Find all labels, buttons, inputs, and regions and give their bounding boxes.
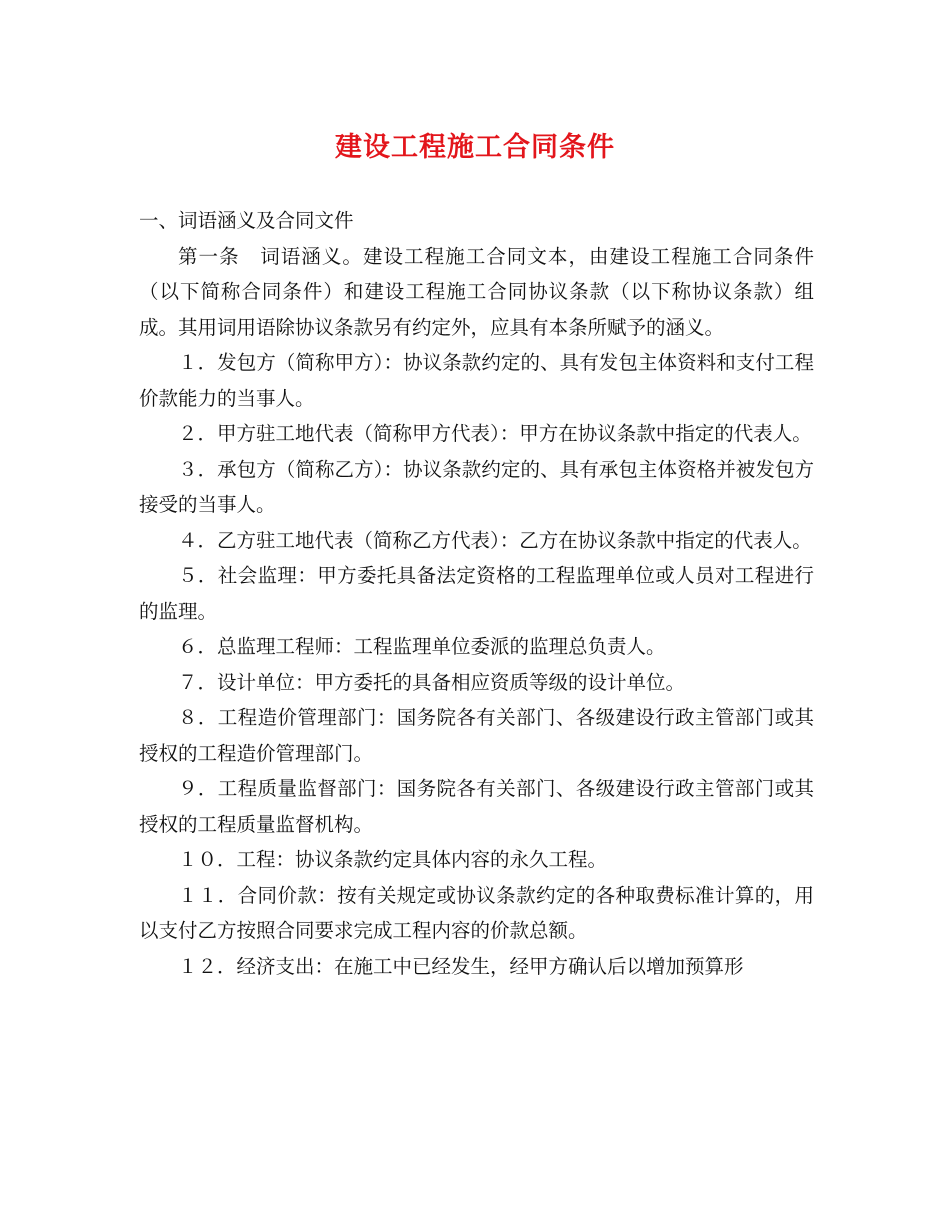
- definition-item-10: １０．工程：协议条款约定具体内容的永久工程。: [178, 848, 608, 871]
- definition-item-2: ２．甲方驻工地代表（简称甲方代表）：甲方在协议条款中指定的代表人。: [178, 422, 812, 445]
- definition-item-12: １２．经济支出：在施工中已经发生，经甲方确认后以增加预算形: [178, 954, 744, 978]
- definition-item-7: ７．设计单位：甲方委托的具备相应资质等级的设计单位。: [178, 670, 686, 694]
- definition-item-9: ９．工程质量监督部门：国务院各有关部门、各级建设行政主管部门或其授权的工程质量监督机构。: [139, 777, 814, 836]
- definition-item-8: ８．工程造价管理部门：国务院各有关部门、各级建设行政主管部门或其授权的工程造价管理部门。: [139, 706, 814, 765]
- document-body: [139, 203, 814, 984]
- section-heading: 一、词语涵义及合同文件: [139, 209, 354, 232]
- definition-item-3: ３．承包方（简称乙方）：协议条款约定的、具有承包主体资格并被发包方接受的当事人。: [139, 457, 814, 516]
- document-title: 建设工程施工合同条件: [335, 132, 615, 163]
- definition-item-4: ４．乙方驻工地代表（简称乙方代表）：乙方在协议条款中指定的代表人。: [178, 528, 812, 552]
- definition-item-5: ５．社会监理：甲方委托具备法定资格的工程监理单位或人员对工程进行的监理。: [139, 564, 814, 623]
- definition-item-1: １．发包方（简称甲方）：协议条款约定的、具有发包主体资料和支付工程价款能力的当事人。: [139, 351, 814, 410]
- article-1-paragraph: 第一条 词语涵义。建设工程施工合同文本，由建设工程施工合同条件（以下简称合同条件）和建设工程施工合同协议条款（以下称协议条款）组成。其用词用语除协议条款另有约定外，应具有本条所赋予的涵义。: [139, 244, 814, 339]
- definition-item-11: １１．合同价款：按有关规定或协议条款约定的各种取费标准计算的，用以支付乙方按照合同要求完成工程内容的价款总额。: [139, 883, 814, 942]
- definition-item-6: ６．总监理工程师：工程监理单位委派的监理总负责人。: [178, 635, 666, 658]
